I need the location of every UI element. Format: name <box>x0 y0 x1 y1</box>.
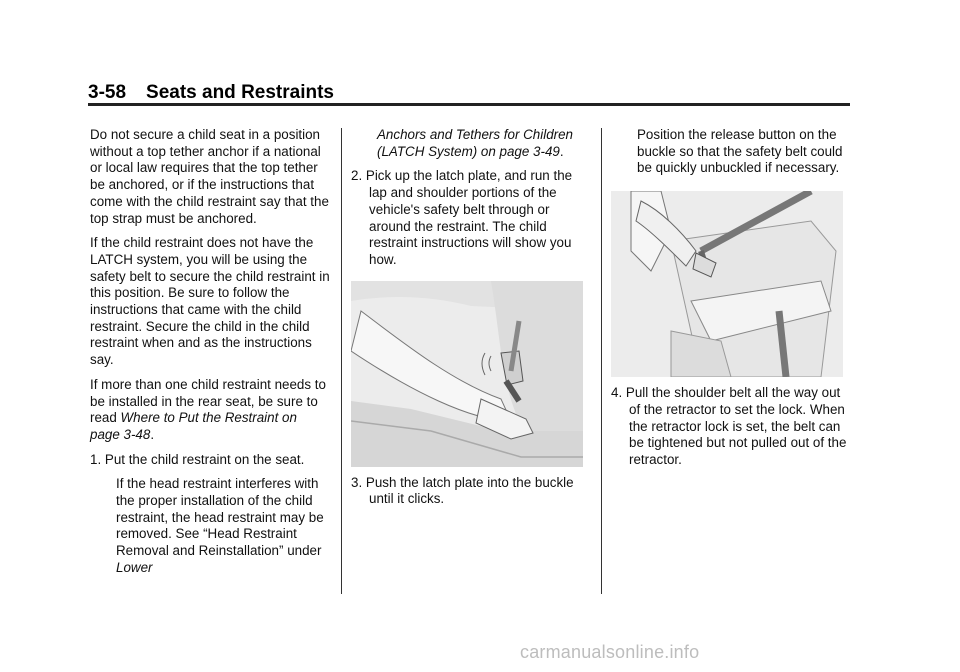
paragraph-release-button: Position the release button on the buckle so that the safety belt could be quickly unbuckled if necessary. <box>637 127 843 176</box>
page-number: 3-58 <box>88 82 127 103</box>
paragraph-no-latch: If the child restraint does not have the LATCH system, you will be using the safety belt to secure the child restraint in this position. Be sure to follow the instructions that came with the child restraint. Secure the child in the child restraint when and as the instructions say. <box>90 235 330 368</box>
column-divider-1 <box>341 128 342 594</box>
cross-reference-link[interactable]: Lower <box>116 559 153 575</box>
cross-reference-link[interactable]: Anchors and Tethers for Children (LATCH System) on page 3-49 <box>377 127 574 159</box>
column-3 <box>611 127 851 477</box>
section-title: Seats and Restraints <box>146 82 334 103</box>
column-divider-2 <box>601 128 602 594</box>
paragraph-more-restraints: If more than one child restraint needs to be installed in the rear seat, be sure to read Where to Put the Restraint on page 3-48. <box>90 376 326 442</box>
shoulder-belt-illustration <box>611 191 843 377</box>
column-1 <box>90 127 330 585</box>
latch-plate-illustration <box>351 281 583 467</box>
step-3: 3. Push the latch plate into the buckle until it clicks. <box>351 474 574 507</box>
header-rule <box>88 103 850 106</box>
step-1-note: If the head restraint interferes with the proper installation of the child restraint, the head restraint may be removed. See “Head Restraint Removal and Reinstallation” under Lower <box>116 476 324 575</box>
step-4: 4. Pull the shoulder belt all the way out of the retractor to set the lock. When the retractor lock is set, the belt can be tightened but not pulled out of the retractor. <box>611 385 847 467</box>
page-header <box>88 82 334 104</box>
cross-reference-continued: Anchors and Tethers for Children (LATCH System) on page 3-49. <box>377 127 574 159</box>
cross-reference-link[interactable]: Where to Put the Restraint on page 3-48 <box>90 410 297 442</box>
step-1: 1. Put the child restraint on the seat. <box>90 451 305 467</box>
watermark: carmanualsonline.info <box>520 642 700 662</box>
step-2: 2. Pick up the latch plate, and run the lap and shoulder portions of the vehicle's safety belt through or around the restraint. The child restraint instructions will show you how. <box>351 168 573 267</box>
paragraph-tether: Do not secure a child seat in a position without a top tether anchor if a national or local law requires that the top tether be anchored, or if the instructions that come with the child restraint say that the top strap must be anchored. <box>90 127 329 226</box>
column-2 <box>351 127 591 516</box>
